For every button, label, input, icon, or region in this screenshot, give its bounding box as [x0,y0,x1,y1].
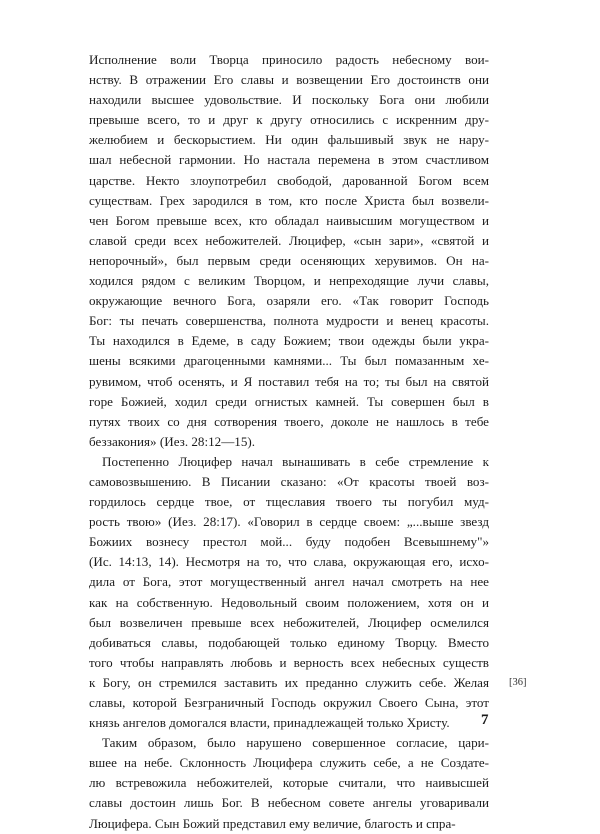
paragraph-3 [89,733,489,833]
page-number: 7 [481,712,489,728]
text-line: Бог: ты печать совершенства, полнота мудрости и венец красоты. [89,313,489,329]
text-line: дила от Бога, этот могущественный ангел начал смотреть на нее [89,574,489,590]
text-line: горе Божией, ходил среди огнистых камней. Ты совершен был в [89,393,489,409]
text-line: ходился рядом с великим Творцом, и непреходящие лучи славы, [89,273,489,289]
text-line: желюбием и бескорыстием. Ни один фальшивый звук не нару- [89,132,489,148]
body-text [89,50,489,834]
text-line: Исполнение воли Творца приносило радость небесному вои- [89,52,489,67]
text-line: Люцифера. Сын Божий представил ему величие, благость и спра- [89,815,456,831]
text-line: непорочный», был первым среди осеняющих херувимов. Он на- [89,252,489,268]
text-line: Постепенно Люцифер начал вынашивать в себе стремление к [102,453,489,469]
text-line: беззакония» (Иез. 28:12—15). [89,433,256,449]
text-line: рувимом, чтоб осенять, и Я поставил тебя на то; ты был на святой [89,373,489,389]
text-line: находили высшее удовольствие. И поскольку Бога они любили [89,92,489,108]
text-line: чен Богом превыше всех, кто обладал наивысшим могуществом и [89,212,489,228]
text-line: славы, которой Безграничный Господь окружил Своего Сына, этот [89,695,489,710]
text-line: окружающие вечного Бога, озаряли его. «Так говорит Господь [89,293,489,309]
text-line: путях твоих со дня сотворения твоего, доколе не нашлось в тебе [89,413,489,429]
text-line: шал небесной гармонии. Но настала перемена в этом счастливом [89,152,489,168]
text-line: к Богу, он стремился заставить их преданно служить себе. Желая [89,674,489,690]
text-line: шены всякими драгоценными камнями... Ты был помазанным хе- [89,353,489,369]
text-line: Божиих вознесу престол мой... буду подобен Всевышнему"» [89,534,489,550]
text-line: самовозвышению. В Писании сказано: «От красоты твоей воз- [89,473,489,489]
margin-page-reference: [36] [509,677,527,688]
paragraph-2 [89,452,489,733]
text-line: гордилось сердце твое, от тщеславия твоего ты погубил муд- [89,494,489,510]
text-line: как на собственную. Недовольный своим положением, хотя он и [89,594,489,610]
text-line: Таким образом, было нарушено совершенное согласие, цари- [102,735,489,751]
text-line: князь ангелов домогался власти, принадлежащей только Христу. [89,715,450,731]
text-line: царстве. Некто злоупотребил свободой, дарованной Богом всем [89,172,489,188]
text-line: существам. Грех зародился в том, кто после Христа был возвели- [89,192,489,208]
text-line: рость твою» (Иез. 28:17). «Говорил в сердце своем: „...выше звезд [89,514,489,530]
text-line: славой среди всех небожителей. Люцифер, «сын зари», «святой и [89,232,489,248]
text-line: славы достоин лишь Бог. В небесном совете ангелы уговаривали [89,795,489,811]
text-line: того чтобы направлять любовь и верность всех небесных существ [89,654,489,670]
text-line: превыше всего, то и друг к другу относились с искренним дру- [89,112,489,128]
text-line: нству. В отражении Его славы и возвещении Его достоинств они [89,72,489,88]
text-line: Ты находился в Едеме, в саду Божием; твои одежды были укра- [89,333,489,349]
paragraph-1 [89,50,489,452]
text-line: был возвеличен превыше всех небожителей, Люцифер осмелился [89,614,489,630]
text-line: лю встревожила небожителей, которые считали, что наивысшей [89,775,489,791]
text-line: вшее на небе. Склонность Люцифера служить себе, а не Создате- [89,755,489,771]
text-line: добиваться славы, подобающей только единому Творцу. Вместо [89,634,489,650]
text-line: (Ис. 14:13, 14). Несмотря на то, что слава, окружающая его, исхо- [89,554,489,570]
